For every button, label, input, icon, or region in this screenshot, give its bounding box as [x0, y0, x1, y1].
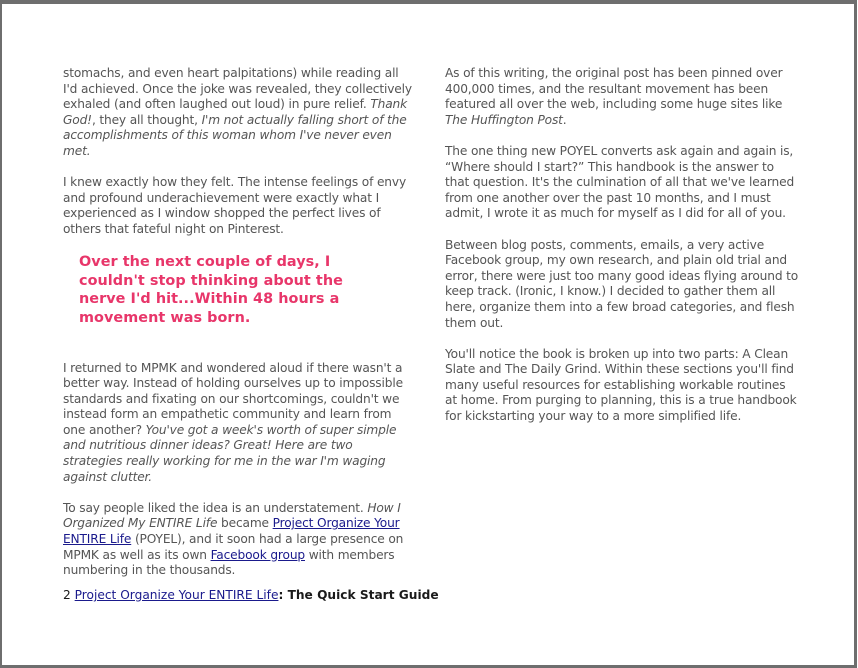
italic-text: How I Organized My ENTIRE Life [63, 500, 401, 531]
paragraph-text: I returned to MPMK and wondered aloud if there wasn't a better way. Instead of holding ourselves up to impossible standards and fixating on our shortcomings, couldn't we instead form an empathetic community and learn from one another? [63, 360, 403, 437]
paragraph-text: As of this writing, the original post has been pinned over 400,000 times, and the resultant movement has been featured all over the web, including some huge sites like [445, 66, 783, 112]
page-footer [63, 588, 439, 602]
project-organize-link[interactable]: Project Organize Your ENTIRE Life [63, 516, 400, 547]
italic-text: Thank God! [63, 97, 408, 127]
paragraph-text: To say people liked the idea is an understatement. [63, 500, 368, 515]
italic-text: You've got a week's worth of super simple and nutritious dinner ideas? Great! Here are two strategies really working for me in the war I'm waging against clutter. [63, 422, 397, 484]
paragraph-text: with members numbering in the thousands. [63, 547, 395, 578]
pull-quote: Over the next couple of days, I couldn't stop thinking about the nerve I'd hit...Within 48 hours a movement was born. [79, 254, 343, 326]
paragraph-text: stomachs, and even heart palpitations) while reading all I'd achieved. Once the joke was revealed, they collectively exhaled (and often laughed out loud) in pure relief. [63, 66, 412, 112]
paragraph: Between blog posts, comments, emails, a very active Facebook group, my own research, and plain old trial and error, there were just too many good ideas flying around to keep track. (Ironic, I know.) I decided to gather them all here, organize them into a few broad categories, and flesh them out. [445, 237, 799, 330]
paragraph: I knew exactly how they felt. The intense feelings of envy and profound underachievement were exactly what I experienced as I window shopped the perfect lives of others that fateful night on Pinterest. [63, 175, 407, 236]
italic-text: The Huffington Post [445, 112, 563, 127]
facebook-group-link[interactable]: Facebook group [210, 547, 305, 562]
paragraph [445, 66, 800, 128]
footer-project-link[interactable]: Project Organize Your ENTIRE Life [74, 588, 279, 602]
paragraph [63, 501, 415, 579]
page-number: 2 [63, 588, 71, 602]
paragraph: The one thing new POYEL converts ask again and again is, “Where should I start?” This handbook is the answer to that question. It's the culmination of all that we've learned from one another over the past 10 months, and I must admit, I wrote it as much for myself as I did for all of you. [445, 143, 795, 221]
paragraph [63, 361, 415, 486]
left-column [63, 66, 415, 594]
paragraph [63, 66, 415, 160]
right-column [445, 66, 800, 440]
paragraph: You'll notice the book is broken up into two parts: A Clean Slate and The Daily Grind. Within these sections you'll find many useful resources for establishing workable routines at home. From purging to planning, this is a true handbook for kickstarting your way to a more simplified life. [445, 346, 797, 424]
footer-title: : The Quick Start Guide [278, 588, 439, 602]
paragraph-text: , they all thought, [91, 112, 202, 127]
italic-text: I'm not actually falling short of the accomplishments of this woman whom I've never even met. [63, 112, 407, 158]
paragraph-text: (POYEL), and it soon had a large presence on MPMK as well as its own [63, 532, 404, 562]
paragraph-text: became [217, 516, 273, 531]
paragraph-text: . [562, 112, 567, 127]
